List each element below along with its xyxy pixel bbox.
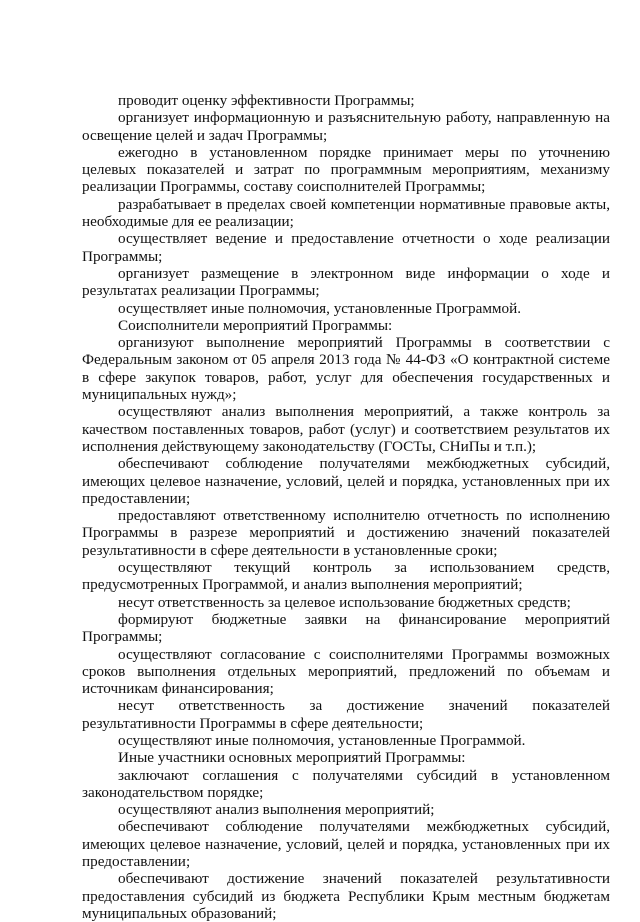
paragraph: несут ответственность за целевое использование бюджетных средств; bbox=[118, 593, 571, 611]
paragraph: осуществляет иные полномочия, установленные Программой. bbox=[118, 299, 522, 317]
paragraph: осуществляют анализ выполнения мероприятий, а также контроль за качеством поставленных товаров, работ (услуг) и соответствием результатов их исполнения действующему законодательству (ГОСТы, СНиПы и т.п.); bbox=[82, 403, 610, 455]
paragraph: осуществляют иные полномочия, установленные Программой. bbox=[118, 731, 526, 749]
paragraph: предоставляют ответственному исполнителю отчетность по исполнению Программы в разрезе мероприятий и достижению значений показателей результативности в сфере деятельности в установленные сроки; bbox=[82, 507, 610, 559]
paragraph: организует информационную и разъяснительную работу, направленную на освещение целей и задач Программы; bbox=[82, 109, 610, 144]
paragraph: ежегодно в установленном порядке принимает меры по уточнению целевых показателей и затрат по программным мероприятиям, механизму реализации Программы, составу соисполнителей Программы; bbox=[82, 143, 610, 196]
section-heading: Соисполнители мероприятий Программы: bbox=[118, 316, 393, 334]
paragraph: обеспечивают соблюдение получателями межбюджетных субсидий, имеющих целевое назначение, условий, целей и порядка, установленных при их предоставлении; bbox=[82, 455, 610, 507]
paragraph: проводит оценку эффективности Программы; bbox=[118, 92, 415, 109]
paragraph: организуют выполнение мероприятий Программы в соответствии с Федеральным законом от 05 апреля 2013 года № 44-ФЗ «О контрактной системе в сфере закупок товаров, работ, услуг для обеспечения государственных и муниципальных нужд»; bbox=[82, 334, 610, 404]
paragraph: организует размещение в электронном виде информации о ходе и результатах реализации Программы; bbox=[82, 264, 610, 300]
paragraph: заключают соглашения с получателями субсидий в установленном законодательством порядке; bbox=[82, 766, 610, 801]
paragraph: осуществляет ведение и предоставление отчетности о ходе реализации Программы; bbox=[82, 230, 610, 265]
paragraph: разрабатывает в пределах своей компетенции нормативные правовые акты, необходимые для ее реализации; bbox=[82, 195, 610, 231]
paragraph: несут ответственность за достижение значений показателей результативности Программы в сфере деятельности; bbox=[82, 697, 610, 732]
paragraph: формируют бюджетные заявки на финансирование мероприятий Программы; bbox=[82, 610, 610, 646]
document-body bbox=[82, 92, 610, 922]
paragraph: осуществляют анализ выполнения мероприятий; bbox=[118, 801, 435, 819]
paragraph: обеспечивают соблюдение получателями межбюджетных субсидий, имеющих целевое назначение, условий, целей и порядка, установленных при их предоставлении; bbox=[82, 818, 610, 871]
paragraph: обеспечивают достижение значений показателей результативности предоставления субсидий из бюджета Республики Крым местным бюджетам муниципальных образований; bbox=[82, 870, 610, 922]
paragraph: осуществляют текущий контроль за использованием средств, предусмотренных Программой, и анализ выполнения мероприятий; bbox=[82, 559, 610, 594]
paragraph: осуществляют согласование с соисполнителями Программы возможных сроков выполнения отдельных мероприятий, предложений по объемам и источникам финансирования; bbox=[82, 645, 610, 698]
section-heading: Иные участники основных мероприятий Программы: bbox=[118, 749, 466, 767]
